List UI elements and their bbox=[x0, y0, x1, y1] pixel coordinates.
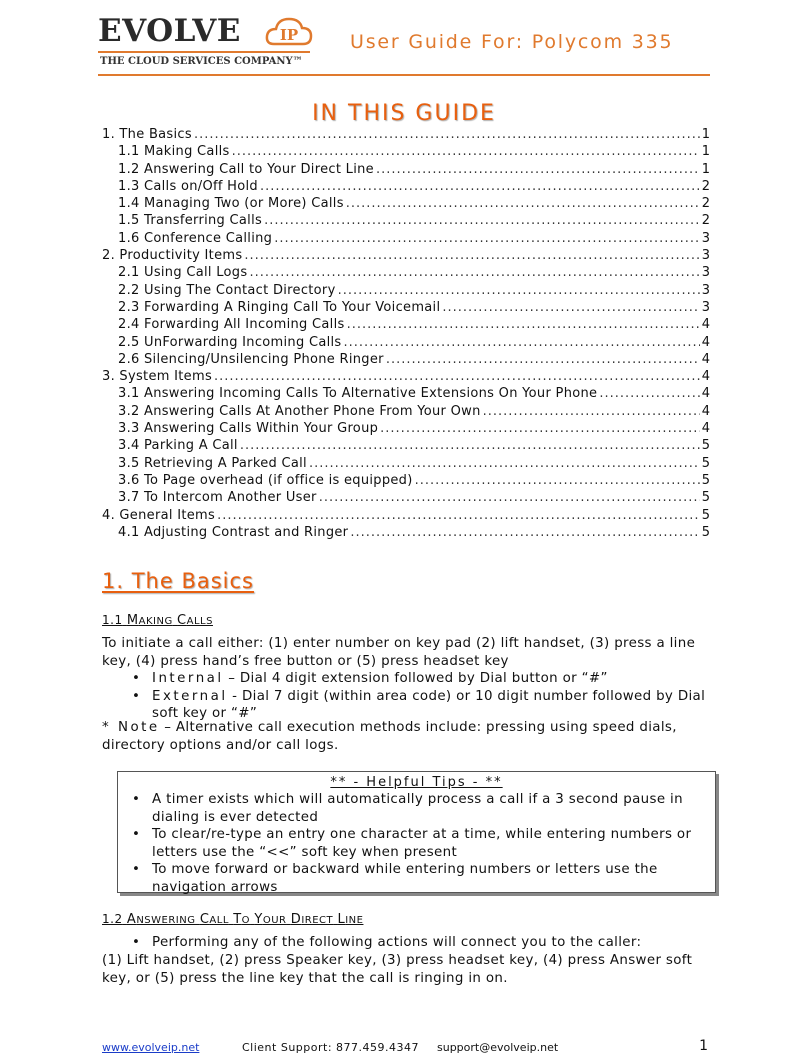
list-item: • Internal – Dial 4 digit extension followed by Dial button or “#” bbox=[132, 671, 608, 686]
toc-entry[interactable] bbox=[102, 472, 710, 489]
company-logo bbox=[98, 12, 313, 72]
toc-leader-dots bbox=[260, 178, 700, 195]
toc-leader-dots bbox=[347, 316, 700, 333]
toc-entry[interactable] bbox=[102, 489, 710, 506]
toc-entry[interactable] bbox=[102, 282, 710, 299]
toc-page-number: 5 bbox=[701, 455, 710, 471]
bullet-text: - Dial 7 digit (within area code) or 10 digit number followed by Dial soft key or “#” bbox=[152, 688, 706, 721]
toc-leader-dots bbox=[194, 126, 700, 143]
toc-entry-label: 2.4 Forwarding All Incoming Calls bbox=[118, 317, 345, 333]
toc-leader-dots bbox=[442, 299, 699, 316]
toc-leader-dots bbox=[415, 472, 700, 489]
answering-calls-text: (1) Lift handset, (2) press Speaker key, (3) press headset key, (4) press Answer soft key, or (5) press the line key that the call is ringing in on. bbox=[102, 953, 693, 986]
toc-page-number: 4 bbox=[701, 421, 710, 437]
toc-entry[interactable] bbox=[102, 126, 710, 143]
toc-entry[interactable] bbox=[102, 247, 710, 264]
page-number: 1 bbox=[699, 1038, 708, 1054]
toc-entry-label: 3.4 Parking A Call bbox=[118, 438, 238, 454]
tip-text: A timer exists which will automatically process a call if a 3 second pause in dialing is ever detected bbox=[152, 792, 683, 825]
toc-entry-label: 2.6 Silencing/Unsilencing Phone Ringer bbox=[118, 351, 384, 367]
toc-leader-dots bbox=[264, 212, 700, 229]
tip-text: To move forward or backward while entering numbers or letters use the navigation arrows bbox=[152, 862, 658, 895]
website-link[interactable]: www.evolveip.net bbox=[102, 1041, 200, 1054]
toc-entry[interactable] bbox=[102, 143, 710, 160]
toc-leader-dots bbox=[217, 507, 700, 524]
toc-entry-label: 3.6 To Page overhead (if office is equipped) bbox=[118, 472, 413, 488]
toc-page-number: 3 bbox=[701, 282, 710, 298]
toc-entry-label: 1.3 Calls on/Off Hold bbox=[118, 178, 258, 194]
bullet-text: – Dial 4 digit extension followed by Dial button or “#” bbox=[223, 671, 608, 686]
logo-underline bbox=[98, 51, 310, 53]
toc-entry[interactable] bbox=[102, 178, 710, 195]
toc-entry[interactable] bbox=[102, 420, 710, 437]
toc-page-number: 2 bbox=[701, 213, 710, 229]
toc-page-number: 1 bbox=[701, 144, 710, 160]
toc-leader-dots bbox=[483, 403, 700, 420]
toc-entry-label: 1.6 Conference Calling bbox=[118, 230, 273, 246]
toc-leader-dots bbox=[380, 420, 700, 437]
toc-page-number: 2 bbox=[701, 178, 710, 194]
subsection-heading-making-calls bbox=[102, 613, 213, 628]
toc-entry-label: 3.7 To Intercom Another User bbox=[118, 490, 317, 506]
list-item: • Performing any of the following actions will connect you to the caller: bbox=[132, 935, 642, 950]
toc-entry-label: 3.3 Answering Calls Within Your Group bbox=[118, 421, 379, 437]
toc-leader-dots bbox=[274, 230, 700, 247]
list-item: • To clear/re-type an entry one character at a time, while entering numbers or letters use the “<<” soft key when present bbox=[132, 827, 692, 860]
toc-entry[interactable] bbox=[102, 403, 710, 420]
table-of-contents bbox=[102, 126, 710, 541]
toc-leader-dots bbox=[319, 489, 700, 506]
toc-leader-dots bbox=[376, 161, 700, 178]
toc-entry-label: 4. General Items bbox=[102, 507, 216, 523]
subsection-heading-answering-calls bbox=[102, 912, 363, 927]
toc-entry[interactable] bbox=[102, 230, 710, 247]
toc-leader-dots bbox=[350, 524, 699, 541]
logo-wordmark: EVOLVE bbox=[98, 13, 241, 49]
header-divider bbox=[98, 74, 710, 76]
toc-entry-label: 1.2 Answering Call to Your Direct Line bbox=[118, 161, 374, 177]
answering-bullet-list bbox=[102, 934, 712, 952]
toc-entry-label: 1.5 Transferring Calls bbox=[118, 213, 263, 229]
section-title: 1. The Basics bbox=[102, 569, 254, 593]
toc-entry-label: 2.1 Using Call Logs bbox=[118, 265, 248, 281]
toc-page-number: 5 bbox=[701, 524, 710, 540]
tip-text: To clear/re-type an entry one character at a time, while entering numbers or letters use the “<<” soft key when present bbox=[152, 827, 692, 860]
cloud-icon bbox=[264, 14, 314, 50]
making-calls-intro: To initiate a call either: (1) enter number on key pad (2) lift handset, (3) press a line key, (4) press hand’s free button or (5) press headset key bbox=[102, 636, 696, 669]
toc-page-number: 4 bbox=[701, 334, 710, 350]
logo-tagline: THE CLOUD SERVICES COMPANY™ bbox=[100, 56, 303, 67]
toc-page-number: 2 bbox=[701, 196, 710, 212]
toc-leader-dots bbox=[232, 143, 700, 160]
toc-entry[interactable] bbox=[102, 334, 710, 351]
toc-entry[interactable] bbox=[102, 455, 710, 472]
toc-page-number: 3 bbox=[701, 248, 710, 264]
toc-page-number: 5 bbox=[701, 507, 710, 523]
toc-entry-label: 2.2 Using The Contact Directory bbox=[118, 282, 336, 298]
toc-leader-dots bbox=[240, 437, 700, 454]
toc-page-number: 4 bbox=[701, 351, 710, 367]
toc-page-number: 5 bbox=[701, 438, 710, 454]
toc-page-number: 1 bbox=[701, 161, 710, 177]
note-term: * Note bbox=[102, 720, 160, 735]
toc-entry[interactable] bbox=[102, 437, 710, 454]
bullet-term: External bbox=[152, 688, 228, 704]
toc-leader-dots bbox=[214, 368, 700, 385]
toc-entry[interactable] bbox=[102, 212, 710, 229]
toc-page-number: 5 bbox=[701, 472, 710, 488]
bullet-text: Performing any of the following actions will connect you to the caller: bbox=[152, 935, 642, 950]
toc-leader-dots bbox=[346, 195, 700, 212]
toc-entry[interactable] bbox=[102, 299, 710, 316]
toc-entry-label: 2.5 UnForwarding Incoming Calls bbox=[118, 334, 342, 350]
toc-entry[interactable] bbox=[102, 161, 710, 178]
list-item: • External - Dial 7 digit (within area code) or 10 digit number followed by Dial soft key or “#” bbox=[132, 688, 706, 721]
toc-entry-label: 2.3 Forwarding A Ringing Call To Your Voicemail bbox=[118, 299, 441, 315]
toc-page-number: 3 bbox=[701, 265, 710, 281]
note-paragraph bbox=[102, 719, 712, 754]
list-item: • A timer exists which will automatically process a call if a 3 second pause in dialing is ever detected bbox=[132, 792, 683, 825]
toc-leader-dots bbox=[249, 264, 699, 281]
toc-entry[interactable] bbox=[102, 264, 710, 281]
toc-entry[interactable] bbox=[102, 507, 710, 524]
bullet-term: Internal bbox=[152, 671, 224, 686]
toc-page-number: 4 bbox=[701, 369, 710, 385]
toc-leader-dots bbox=[309, 455, 700, 472]
toc-entry[interactable] bbox=[102, 524, 710, 541]
toc-leader-dots bbox=[344, 334, 700, 351]
support-email[interactable]: support@evolveip.net bbox=[437, 1041, 559, 1054]
tips-title: ** - Helpful Tips - ** bbox=[330, 775, 503, 790]
toc-entry-label: 1. The Basics bbox=[102, 127, 192, 142]
document-header-title: User Guide For: Polycom 335 bbox=[350, 31, 674, 53]
subsection-heading-text: 1.2 ANSWERING CALL TO YOUR DIRECT LINE bbox=[102, 912, 364, 927]
toc-entry-label: 3.5 Retrieving A Parked Call bbox=[118, 455, 307, 471]
toc-page-number: 4 bbox=[701, 386, 710, 402]
toc-page-number: 4 bbox=[701, 403, 710, 419]
subsection-heading-text: 1.1 MAKING CALLS bbox=[102, 613, 213, 628]
support-phone: Client Support: 877.459.4347 bbox=[242, 1041, 420, 1054]
toc-page-number: 3 bbox=[701, 230, 710, 246]
toc-title: IN THIS GUIDE bbox=[312, 101, 496, 126]
toc-entry[interactable] bbox=[102, 316, 710, 333]
toc-leader-dots bbox=[599, 385, 699, 402]
dialing-bullet-list bbox=[102, 670, 712, 723]
toc-entry-label: 4.1 Adjusting Contrast and Ringer bbox=[118, 524, 349, 540]
toc-page-number: 1 bbox=[701, 127, 710, 142]
helpful-tips-box bbox=[117, 771, 716, 893]
tips-list bbox=[118, 791, 715, 896]
toc-entry[interactable] bbox=[102, 368, 710, 385]
toc-entry-label: 2. Productivity Items bbox=[102, 248, 243, 264]
toc-entry[interactable] bbox=[102, 195, 710, 212]
toc-page-number: 5 bbox=[701, 490, 710, 506]
toc-entry[interactable] bbox=[102, 351, 710, 368]
toc-leader-dots bbox=[244, 247, 699, 264]
toc-entry-label: 1.1 Making Calls bbox=[118, 144, 230, 160]
toc-entry-label: 3.2 Answering Calls At Another Phone From Your Own bbox=[118, 403, 481, 419]
toc-entry-label: 1.4 Managing Two (or More) Calls bbox=[118, 196, 344, 212]
toc-page-number: 4 bbox=[701, 317, 710, 333]
logo-badge: IP bbox=[279, 26, 299, 44]
toc-entry-label: 3. System Items bbox=[102, 369, 213, 385]
note-text: – Alternative call execution methods include: pressing using speed dials, directory options and/or call logs. bbox=[102, 720, 677, 753]
toc-page-number: 3 bbox=[701, 299, 710, 315]
toc-leader-dots bbox=[386, 351, 700, 368]
toc-entry-label: 3.1 Answering Incoming Calls To Alternative Extensions On Your Phone bbox=[118, 386, 598, 402]
list-item: • To move forward or backward while entering numbers or letters use the navigation arrows bbox=[132, 862, 658, 895]
toc-leader-dots bbox=[338, 282, 700, 299]
toc-entry[interactable] bbox=[102, 385, 710, 402]
